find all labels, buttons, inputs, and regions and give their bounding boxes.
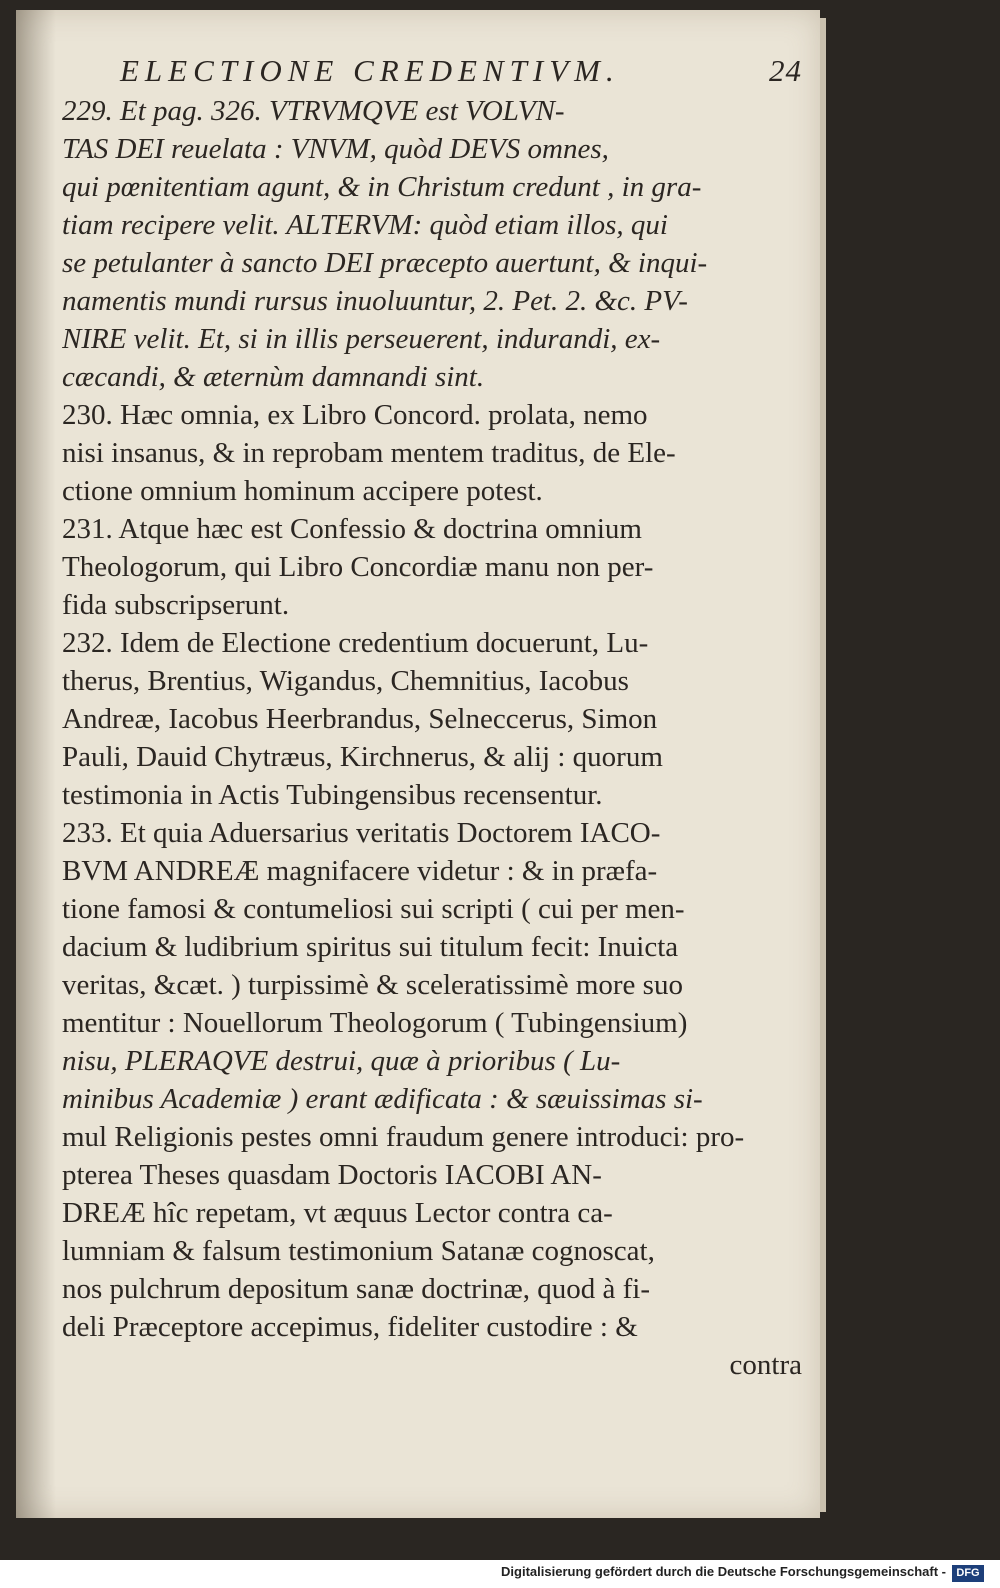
text-line: 233. Et quia Aduersarius veritatis Doctorem IACO-	[62, 817, 661, 849]
text-line: BVM ANDREÆ magnifacere videtur : & in præfa-	[62, 855, 658, 887]
text-line: 229. Et pag. 326. VTRVMQVE est VOLVN-	[62, 95, 565, 127]
footer-bar	[0, 1560, 1000, 1588]
text-line: pterea Theses quasdam Doctoris IACOBI AN-	[62, 1159, 602, 1191]
text-line: 231. Atque hæc est Confessio & doctrina omnium	[62, 513, 642, 545]
text-line: fida subscripserunt.	[62, 589, 290, 621]
text-line: Andreæ, Iacobus Heerbrandus, Selneccerus, Simon	[62, 703, 658, 735]
text-line: namentis mundi rursus inuoluuntur, 2. Pet. 2. &c. PV-	[62, 285, 688, 317]
text-line: qui pœnitentiam agunt, & in Christum credunt , in gra-	[62, 171, 702, 203]
text-line: lumniam & falsum testimonium Satanæ cognoscat,	[62, 1235, 655, 1267]
text-line: DREÆ hîc repetam, vt æquus Lector contra ca-	[62, 1197, 613, 1229]
text-line: nisi insanus, & in reprobam mentem traditus, de Ele-	[62, 437, 676, 469]
text-line: testimonia in Actis Tubingensibus recensentur.	[62, 779, 603, 811]
text-line: deli Præceptore accepimus, fideliter custodire : &	[62, 1311, 638, 1343]
running-title: ELECTIONE CREDENTIVM.	[120, 53, 620, 88]
text-line: cæcandi, & æternùm damnandi sint.	[62, 361, 485, 393]
text-line: mentitur : Nouellorum Theologorum ( Tubingensium)	[62, 1007, 688, 1039]
text-line: 232. Idem de Electione credentium docuerunt, Lu-	[62, 627, 649, 659]
dfg-logo: DFG	[952, 1565, 984, 1582]
text-line: Theologorum, qui Libro Concordiæ manu non per-	[62, 551, 654, 583]
text-line: nos pulchrum depositum sanæ doctrinæ, quod à fi-	[62, 1273, 650, 1305]
text-line: tione famosi & contumeliosi sui scripti ( cui per men-	[62, 893, 685, 925]
text-line: 230. Hæc omnia, ex Libro Concord. prolata, nemo	[62, 399, 648, 431]
text-line: dacium & ludibrium spiritus sui titulum fecit: Inuicta	[62, 931, 679, 963]
text-line: minibus Academiæ ) erant ædificata : & sæuissimas si-	[62, 1083, 703, 1115]
text-line: tiam recipere velit. ALTERVM: quòd etiam illos, qui	[62, 209, 668, 241]
text-line: mul Religionis pestes omni fraudum genere introduci: pro-	[62, 1121, 745, 1153]
page-text-block	[62, 50, 802, 1384]
text-line: NIRE velit. Et, si in illis perseuerent, indurandi, ex-	[62, 323, 661, 355]
page-edge	[820, 18, 826, 1512]
text-line: se petulanter à sancto DEI præcepto auertunt, & inqui-	[62, 247, 708, 279]
catchword: contra	[729, 1349, 802, 1381]
text-line: ctione omnium hominum accipere potest.	[62, 475, 543, 507]
text-line: Pauli, Dauid Chytræus, Kirchnerus, & alij : quorum	[62, 741, 663, 773]
text-line: therus, Brentius, Wigandus, Chemnitius, Iacobus	[62, 665, 629, 697]
funding-credit: Digitalisierung gefördert durch die Deutsche Forschungsgemeinschaft -	[501, 1564, 946, 1579]
text-line: TAS DEI reuelata : VNVM, quòd DEVS omnes,	[62, 133, 609, 165]
running-header	[62, 50, 802, 92]
text-line: nisu, PLERAQVE destrui, quæ à prioribus ( Lu-	[62, 1045, 621, 1077]
text-line: veritas, &cæt. ) turpissimè & sceleratissimè more suo	[62, 969, 683, 1001]
page-number: 24	[769, 53, 802, 88]
page-gutter-shadow	[16, 10, 56, 1518]
